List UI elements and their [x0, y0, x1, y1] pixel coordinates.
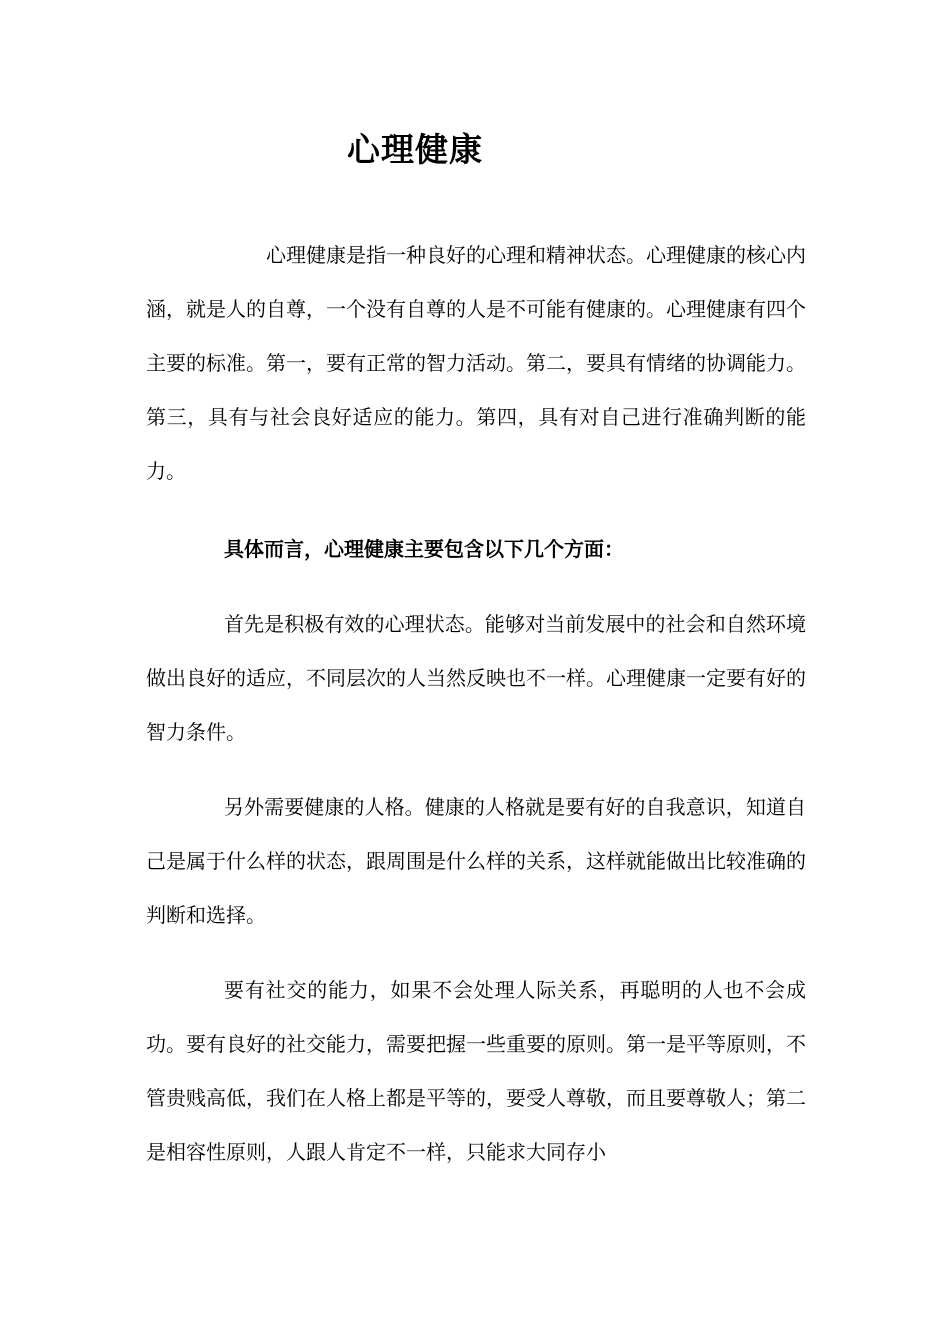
intro-paragraph: 心理健康是指一种良好的心理和精神状态。心理健康的核心内涵，就是人的自尊，一个没有自尊的人是不可能有健康的。心理健康有四个主要的标准。第一，要有正常的智力活动。第二，要具有情绪的协调能力。第三，具有与社会良好适应的能力。第四，具有对自己进行准确判断的能力。 — [146, 243, 806, 483]
paragraph-positive-mental-state: 首先是积极有效的心理状态。能够对当前发展中的社会和自然环境做出良好的适应，不同层次的人当然反映也不一样。心理健康一定要有好的智力条件。 — [146, 612, 806, 744]
document-title: 心理健康 — [347, 130, 483, 169]
paragraph-social-ability: 要有社交的能力，如果不会处理人际关系，再聪明的人也不会成功。要有良好的社交能力，需要把握一些重要的原则。第一是平等原则，不管贵贱高低，我们在人格上都是平等的，要受人尊敬，而且要尊敬人；第二是相容性原则，人跟人肯定不一样，只能求大同存小 — [146, 978, 806, 1164]
section-heading: 具体而言，心理健康主要包含以下几个方面： — [224, 537, 624, 561]
paragraph-healthy-personality: 另外需要健康的人格。健康的人格就是要有好的自我意识，知道自己是属于什么样的状态，跟周围是什么样的关系，这样就能做出比较准确的判断和选择。 — [146, 795, 806, 927]
